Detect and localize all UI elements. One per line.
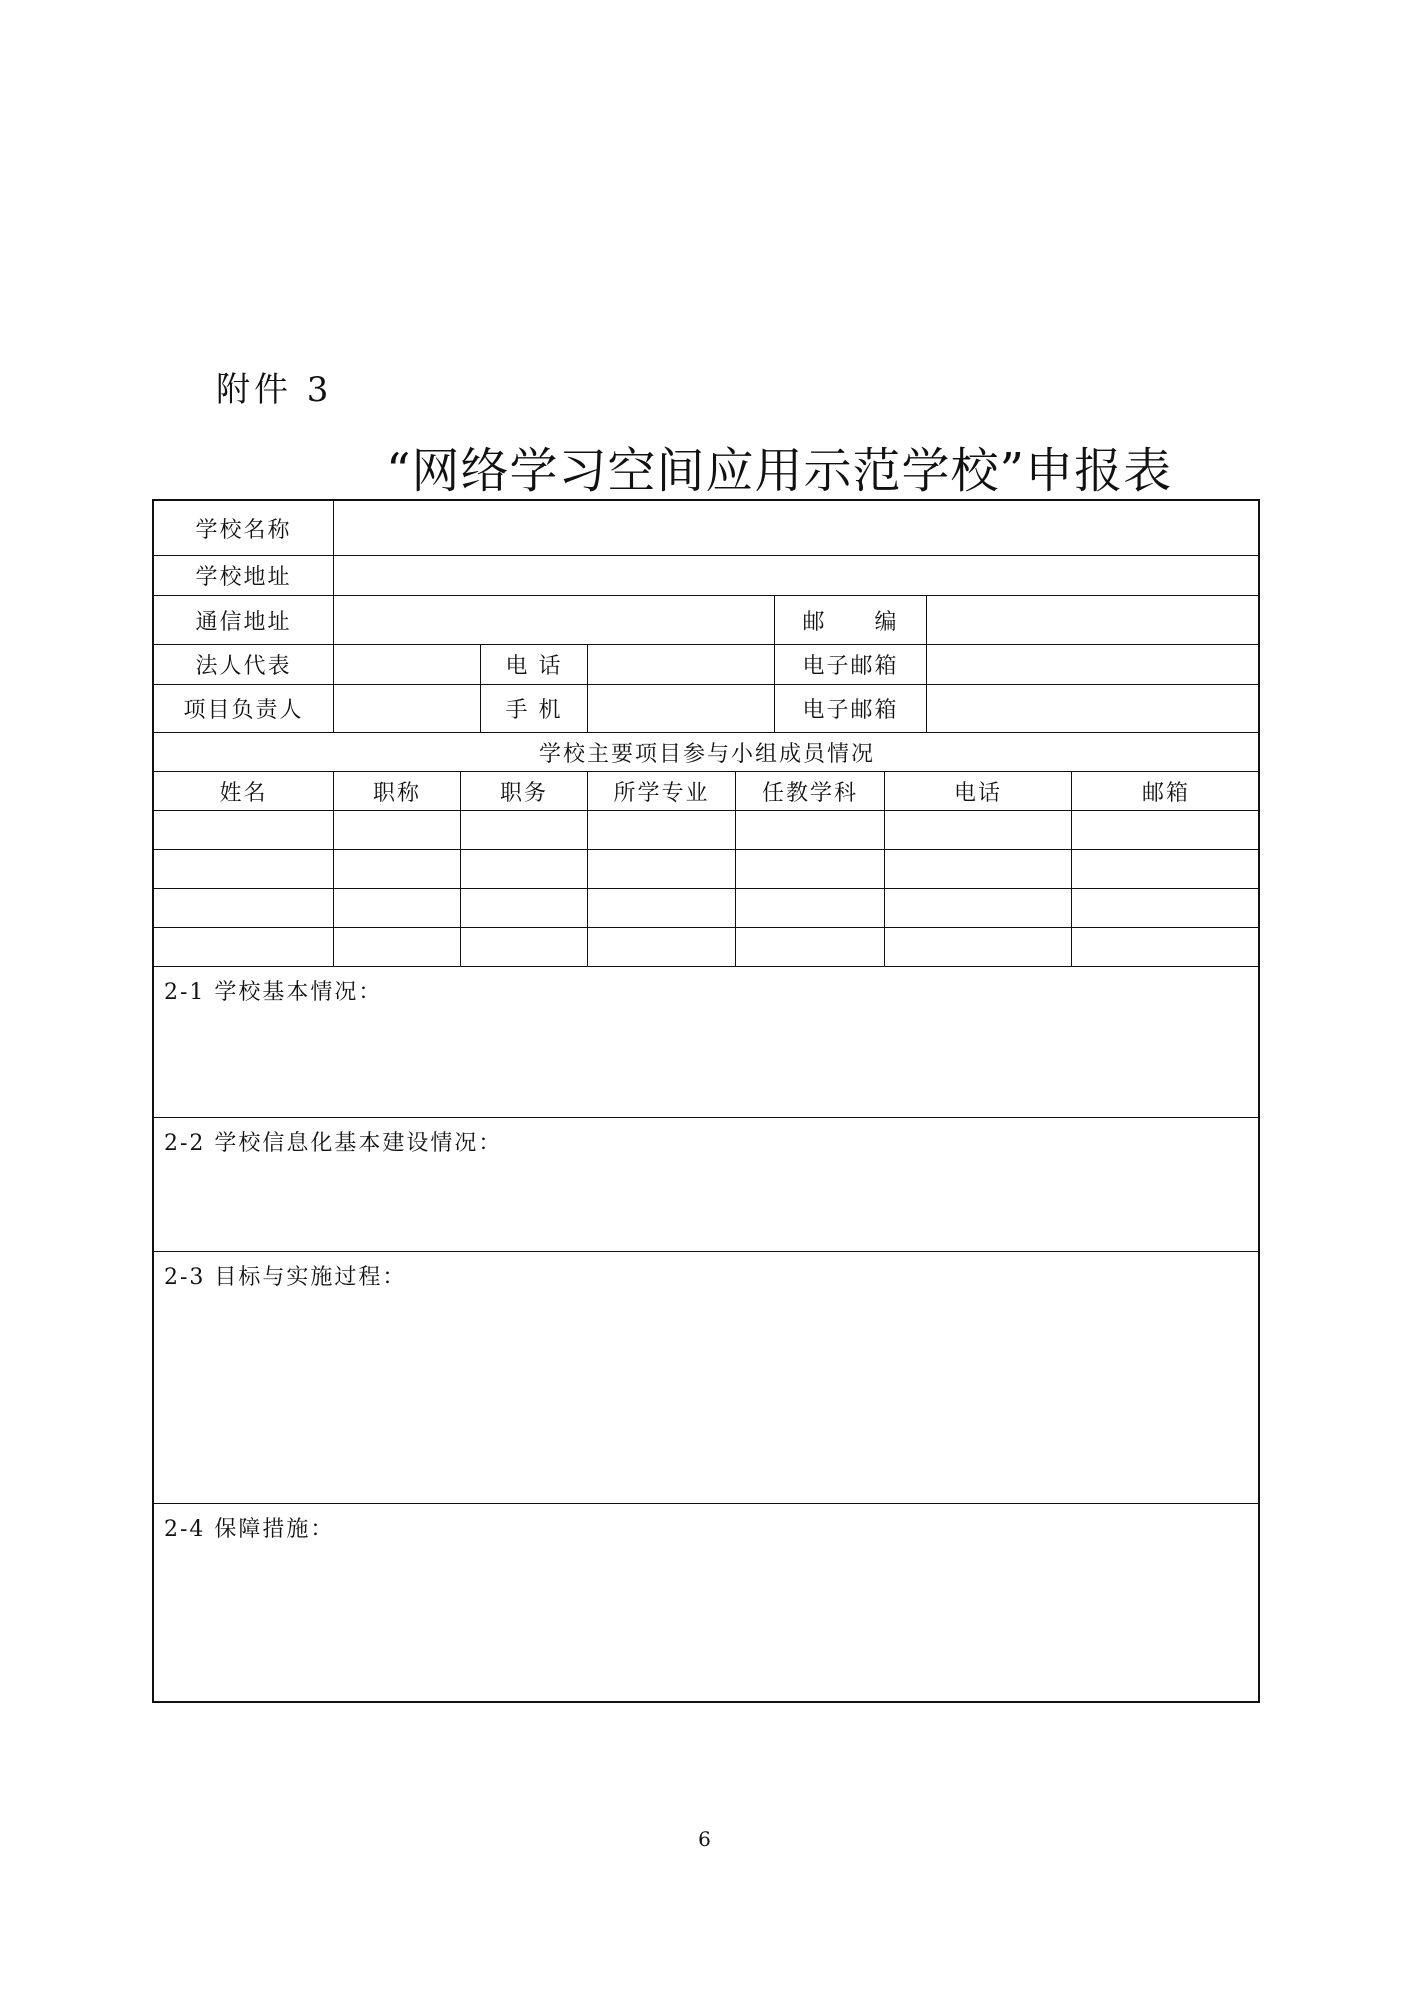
member-header-subject: 任教学科 <box>736 772 885 811</box>
page-number: 6 <box>698 1827 711 1851</box>
member-cell[interactable] <box>1072 889 1260 928</box>
members-section-title: 学校主要项目参与小组成员情况 <box>154 733 1260 772</box>
attachment-label: 附件 3 <box>216 370 333 410</box>
member-cell[interactable] <box>334 928 461 967</box>
member-cell[interactable] <box>588 850 736 889</box>
member-cell[interactable] <box>588 928 736 967</box>
project-lead-field[interactable] <box>334 685 481 733</box>
school-address-field[interactable] <box>334 556 1260 596</box>
member-header-title: 职称 <box>334 772 461 811</box>
email-field-2[interactable] <box>927 685 1260 733</box>
member-cell[interactable] <box>885 850 1072 889</box>
section-goals[interactable] <box>154 1252 1260 1504</box>
project-lead-label: 项目负责人 <box>154 685 334 733</box>
member-cell[interactable] <box>154 928 334 967</box>
member-cell[interactable] <box>334 889 461 928</box>
member-header-major: 所学专业 <box>588 772 736 811</box>
member-cell[interactable] <box>1072 928 1260 967</box>
member-cell[interactable] <box>588 811 736 850</box>
section-safeguards-label: 2-4 保障措施： <box>164 1517 335 1542</box>
member-header-phone: 电话 <box>885 772 1072 811</box>
section-safeguards[interactable] <box>154 1504 1260 1701</box>
mobile-label: 手 机 <box>481 685 588 733</box>
member-cell[interactable] <box>461 889 588 928</box>
member-cell[interactable] <box>885 811 1072 850</box>
section-it-construction[interactable] <box>154 1118 1260 1252</box>
member-cell[interactable] <box>461 850 588 889</box>
member-cell[interactable] <box>154 889 334 928</box>
member-cell[interactable] <box>1072 811 1260 850</box>
member-header-name: 姓名 <box>154 772 334 811</box>
member-cell[interactable] <box>334 811 461 850</box>
legal-rep-label: 法人代表 <box>154 645 334 685</box>
mobile-field[interactable] <box>588 685 775 733</box>
member-header-position: 职务 <box>461 772 588 811</box>
school-name-field[interactable] <box>334 501 1260 556</box>
postcode-field[interactable] <box>927 596 1260 645</box>
section-goals-label: 2-3 目标与实施过程： <box>164 1265 407 1290</box>
section-basic-info[interactable] <box>154 967 1260 1118</box>
mailing-address-label: 通信地址 <box>154 596 334 645</box>
school-address-label: 学校地址 <box>154 556 334 596</box>
postcode-label: 邮 编 <box>775 596 927 645</box>
email-label-1: 电子邮箱 <box>775 645 927 685</box>
section-basic-info-label: 2-1 学校基本情况： <box>164 980 383 1005</box>
member-cell[interactable] <box>885 889 1072 928</box>
mailing-address-field[interactable] <box>334 596 775 645</box>
section-it-construction-label: 2-2 学校信息化基本建设情况： <box>164 1131 503 1156</box>
phone-field[interactable] <box>588 645 775 685</box>
member-cell[interactable] <box>736 850 885 889</box>
application-form <box>152 499 1260 1703</box>
school-name-label: 学校名称 <box>154 501 334 556</box>
member-cell[interactable] <box>736 928 885 967</box>
member-cell[interactable] <box>1072 850 1260 889</box>
email-label-2: 电子邮箱 <box>775 685 927 733</box>
member-cell[interactable] <box>736 811 885 850</box>
member-cell[interactable] <box>154 811 334 850</box>
member-cell[interactable] <box>461 811 588 850</box>
phone-label: 电 话 <box>481 645 588 685</box>
member-cell[interactable] <box>588 889 736 928</box>
member-cell[interactable] <box>736 889 885 928</box>
member-cell[interactable] <box>334 850 461 889</box>
form-title: “网络学习空间应用示范学校”申报表 <box>386 443 1173 499</box>
member-cell[interactable] <box>154 850 334 889</box>
member-cell[interactable] <box>461 928 588 967</box>
member-cell[interactable] <box>885 928 1072 967</box>
member-header-email: 邮箱 <box>1072 772 1260 811</box>
legal-rep-field[interactable] <box>334 645 481 685</box>
email-field-1[interactable] <box>927 645 1260 685</box>
